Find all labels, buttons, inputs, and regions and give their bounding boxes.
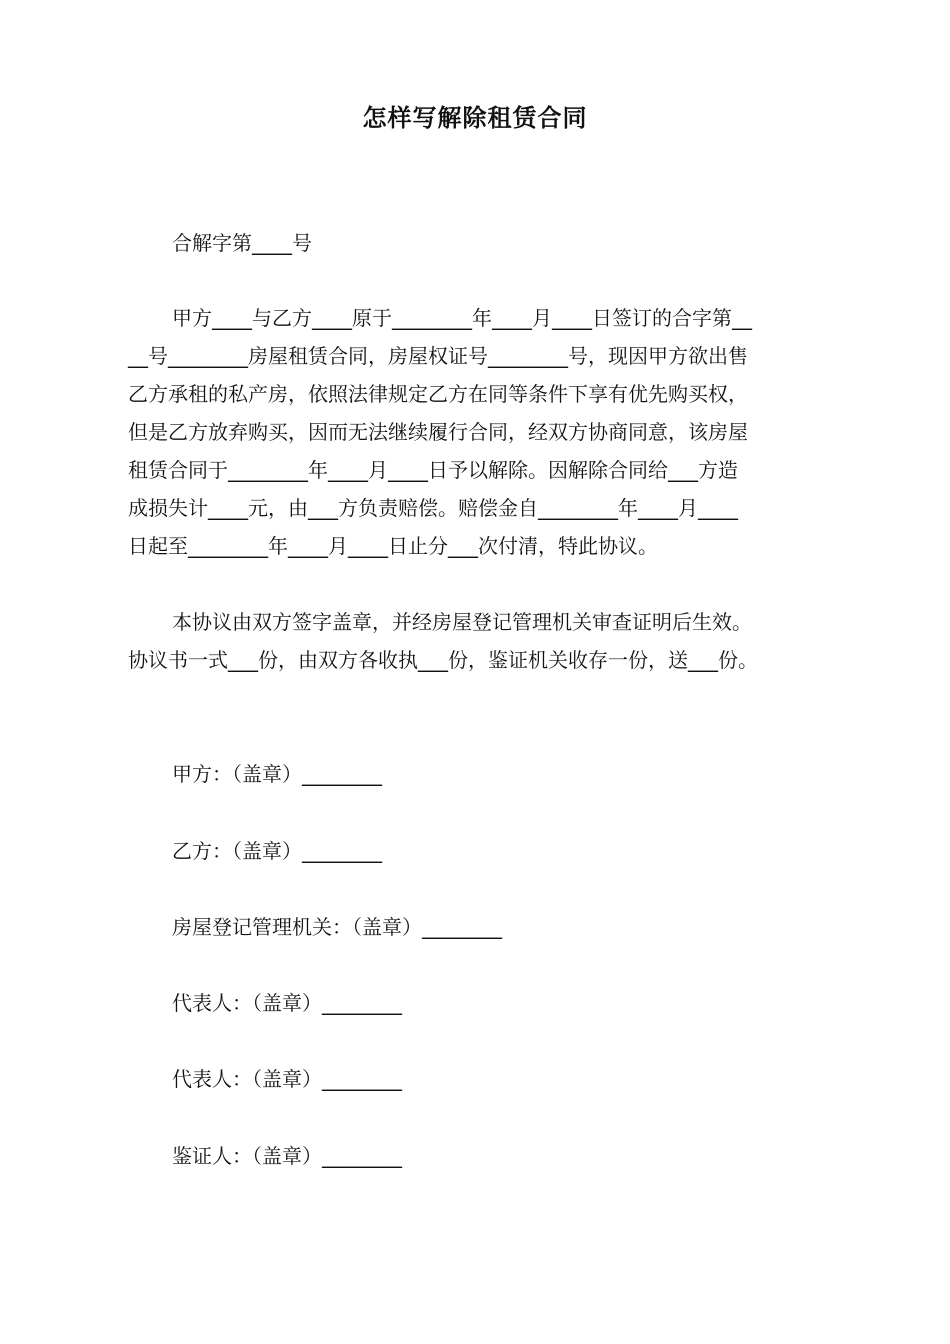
paragraph-line: 协议书一式___份，由双方各收执___份，鉴证机关收存一份，送___份。 bbox=[128, 648, 758, 672]
paragraph-line: __号________房屋租赁合同，房屋权证号________号，现因甲方欲出售 bbox=[128, 344, 748, 368]
signature-party-b: 乙方：（盖章）________ bbox=[172, 839, 382, 863]
paragraph-line: 本协议由双方签字盖章，并经房屋登记管理机关审查证明后生效。 bbox=[172, 610, 752, 634]
paragraph-line: 甲方____与乙方____原于________年____月____日签订的合字第__ bbox=[172, 306, 752, 330]
signature-witness: 鉴证人：（盖章）________ bbox=[172, 1144, 402, 1168]
signature-representative-1: 代表人：（盖章）________ bbox=[172, 991, 402, 1015]
signature-party-a: 甲方：（盖章）________ bbox=[172, 762, 382, 786]
paragraph-line: 成损失计____元，由___方负责赔偿。赔偿金自________年____月____ bbox=[128, 496, 738, 520]
signature-housing-authority: 房屋登记管理机关：（盖章）________ bbox=[172, 915, 502, 939]
paragraph-line: 但是乙方放弃购买，因而无法继续履行合同，经双方协商同意，该房屋 bbox=[128, 420, 748, 444]
paragraph-line: 乙方承租的私产房，依照法律规定乙方在同等条件下享有优先购买权， bbox=[128, 382, 748, 406]
signature-representative-2: 代表人：（盖章）________ bbox=[172, 1067, 402, 1091]
document-title: 怎样写解除租赁合同 bbox=[362, 104, 588, 132]
paragraph-line: 租赁合同于________年____月____日予以解除。因解除合同给___方造 bbox=[128, 458, 738, 482]
paragraph-line: 日起至________年____月____日止分___次付清，特此协议。 bbox=[128, 534, 658, 558]
reference-number: 合解字第____号 bbox=[172, 231, 312, 255]
